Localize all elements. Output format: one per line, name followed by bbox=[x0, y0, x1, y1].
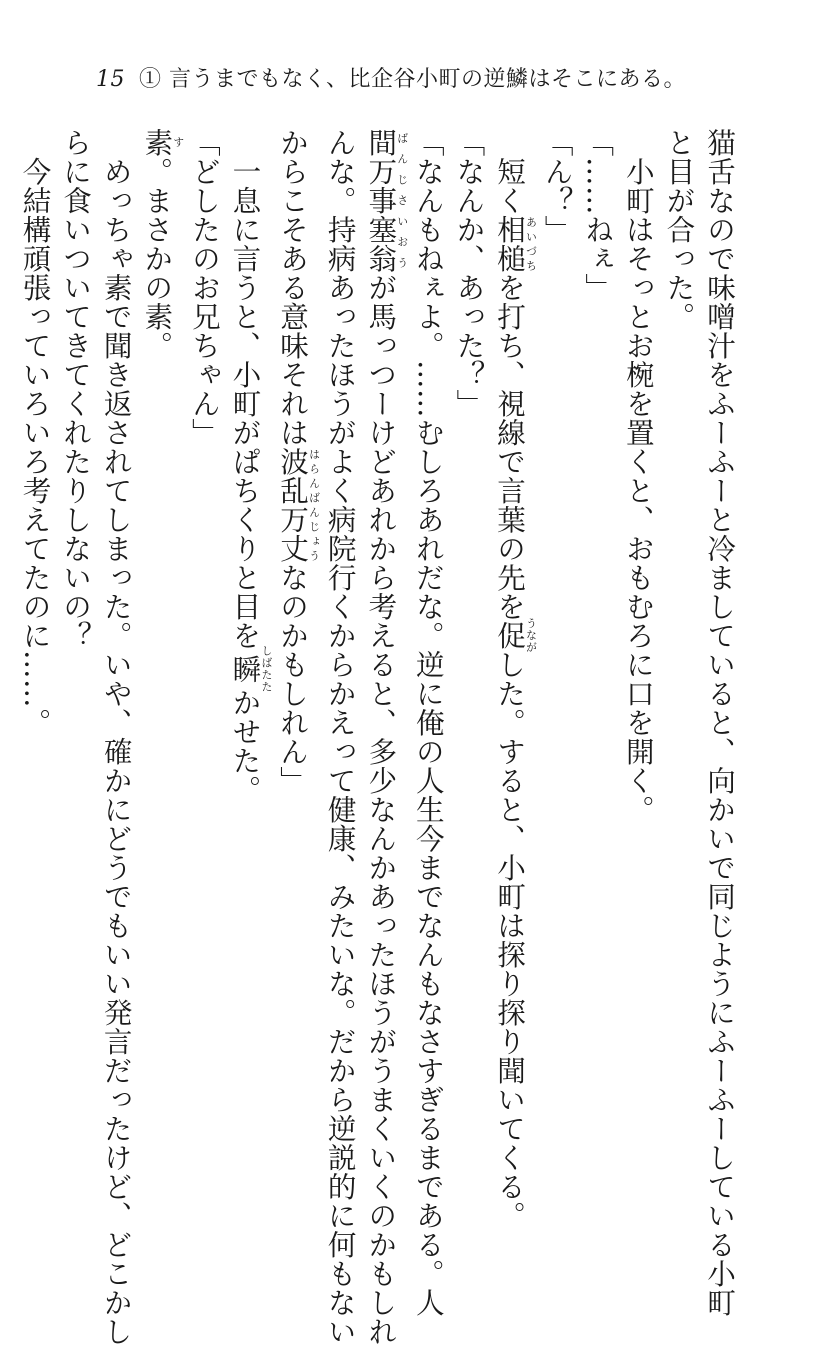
text-line-11: からこそある意味それは波乱万丈はらんばんじょうなのかもしれん」 bbox=[276, 128, 321, 795]
ruby-haranbanjou: 波乱万丈はらんばんじょう bbox=[276, 447, 321, 563]
running-header bbox=[96, 66, 686, 94]
text-line-15: めっちゃ素で聞き返されてしまった。いや、確かにどうでもいい発言だったけど、どこかし bbox=[99, 128, 134, 1346]
text-line-5: 「ん？」 bbox=[540, 128, 575, 244]
text-line-1: 猫舌なので味噌汁をふーふーと冷ましていると、向かいで同じようにふーふーしている小町 bbox=[703, 128, 737, 1317]
text-line-4: 「……ねぇ」 bbox=[581, 128, 616, 302]
text-line-9: 間万事塞翁ばんじさいおうが馬っつーけどあれから考えると、多少なんかあったほうがうまくいくのかもしれ bbox=[364, 128, 409, 1346]
ruby-aizuchi: 相槌あいづち bbox=[493, 215, 538, 273]
text-line-16: らに食いついてきてくれたりしないの？ bbox=[59, 128, 94, 650]
text-line-12: 一息に言うと、小町がぱちくりと目を瞬しばたたかせた。 bbox=[228, 128, 273, 804]
text-line-3: 小町はそっとお椀を置くと、おもむろに口を開く。 bbox=[621, 128, 656, 824]
text-line-6: 短く相槌あいづちを打ち、視線で言葉の先を促うながした。すると、小町は探り探り聞いてくる。 bbox=[493, 128, 538, 1230]
ruby-unaga: 促うなが bbox=[493, 617, 538, 654]
text-line-7: 「なんか、あった？」 bbox=[452, 128, 487, 418]
text-line-10: んな。持病あったほうがよく病院行くからかえって健康、みたいな。だから逆説的に何もない bbox=[323, 128, 358, 1346]
text-line-8: 「なんもねぇよ。……むしろあれだな。逆に俺の人生今までなんもなさすぎるまである。人 bbox=[411, 128, 446, 1317]
text-line-17: 今結構頑張っていろいろ考えてたのに……。 bbox=[18, 128, 53, 737]
page-number: 15 bbox=[96, 67, 125, 92]
ruby-su: 素す bbox=[140, 128, 185, 157]
vertical-body-text bbox=[18, 128, 740, 1346]
ruby-banjisaiou: 間万事塞翁ばんじさいおう bbox=[364, 128, 409, 273]
text-line-2: と目が合った。 bbox=[662, 128, 697, 331]
text-line-13: 「どしたのお兄ちゃん」 bbox=[187, 128, 222, 447]
text-line-14: 素す。まさかの素。 bbox=[140, 128, 185, 360]
ruby-shibatata: 瞬しばたた bbox=[228, 645, 273, 693]
chapter-title: ① 言うまでもなく、比企谷小町の逆鱗はそこにある。 bbox=[139, 67, 687, 92]
